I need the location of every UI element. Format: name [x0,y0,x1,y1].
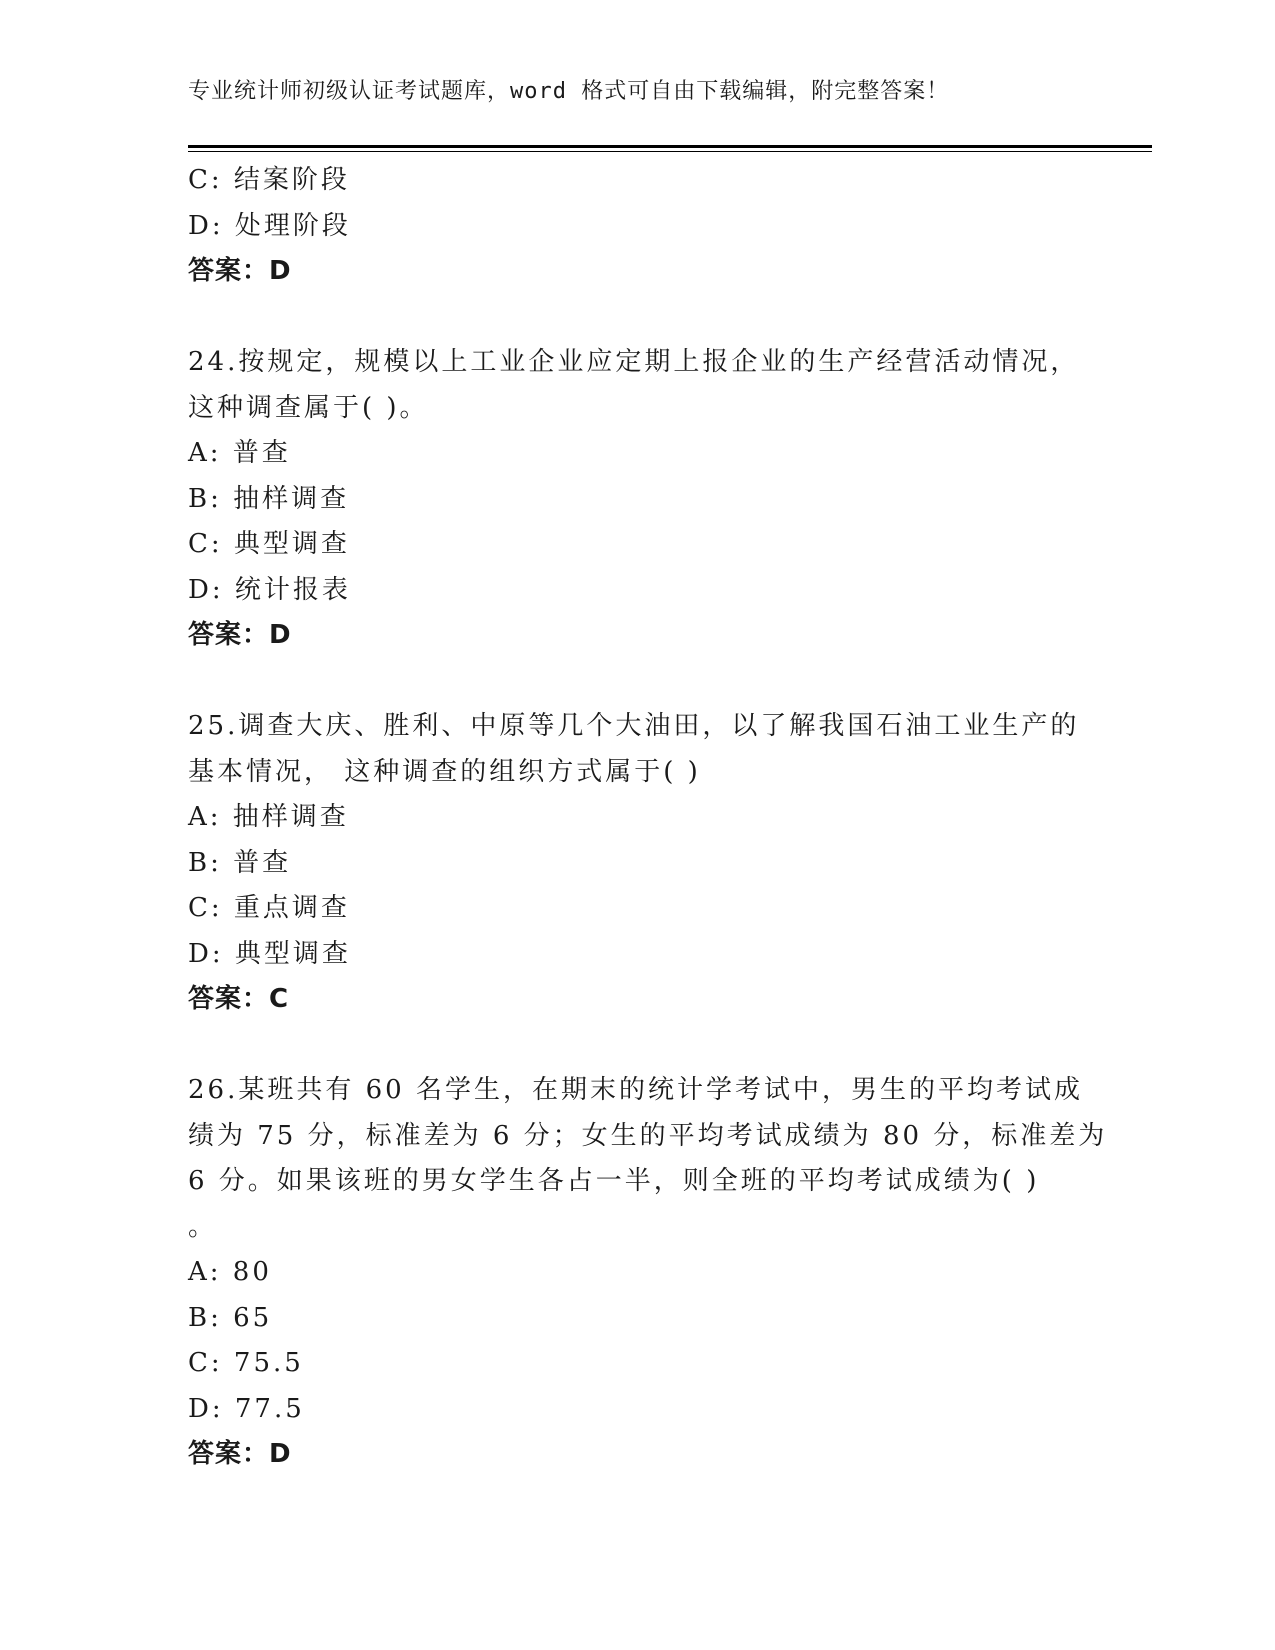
header-rule-thin [188,151,1152,152]
question-stem: 25.调查大庆、胜利、中原等几个大油田，以了解我国石油工业生产的 [188,711,1080,741]
answer: 答案：D [188,620,292,650]
option-d: D: 处理阶段 [188,210,351,241]
option-a: A: 抽样调查 [188,802,349,832]
question-list [188,158,1108,1478]
option-d: D: 典型调查 [188,938,351,969]
option-a: A: 80 [188,1257,272,1287]
option-c: C: 75.5 [188,1348,304,1378]
question-stem: 绩为 75 分，标准差为 6 分；女生的平均考试成绩为 80 分，标准差为 [188,1120,1108,1151]
question-stem: 这种调查属于( )。 [188,392,429,423]
question-stem: 6 分。如果该班的男女学生各占一半，则全班的平均考试成绩为( ) [188,1166,1040,1196]
answer: 答案：D [188,256,292,286]
option-d: D: 77.5 [188,1393,305,1424]
spacer [188,1023,1088,1069]
question-stem: 。 [188,1211,218,1242]
header-rule [188,145,1152,148]
page-header: 专业统计师初级认证考试题库，word 格式可自由下载编辑，附完整答案！ [188,79,950,104]
option-b: B: 普查 [188,847,292,878]
option-a: A: 普查 [188,438,291,468]
question-stem: 26.某班共有 60 名学生，在期末的统计学考试中，男生的平均考试成 [188,1075,1083,1105]
option-b: B: 抽样调查 [188,483,350,514]
question-stem: 24.按规定，规模以上工业企业应定期上报企业的生产经营活动情况， [188,347,1080,377]
option-d: D: 统计报表 [188,574,351,605]
question-stem: 基本情况， 这种调查的组织方式属于( ) [188,756,701,787]
spacer [188,295,1088,341]
answer: 答案：C [188,984,290,1014]
option-c: C: 重点调查 [188,893,350,923]
answer: 答案：D [188,1439,292,1469]
spacer [188,659,1088,705]
option-c: C: 结案阶段 [188,165,350,195]
option-b: B: 65 [188,1302,273,1333]
option-c: C: 典型调查 [188,529,350,559]
